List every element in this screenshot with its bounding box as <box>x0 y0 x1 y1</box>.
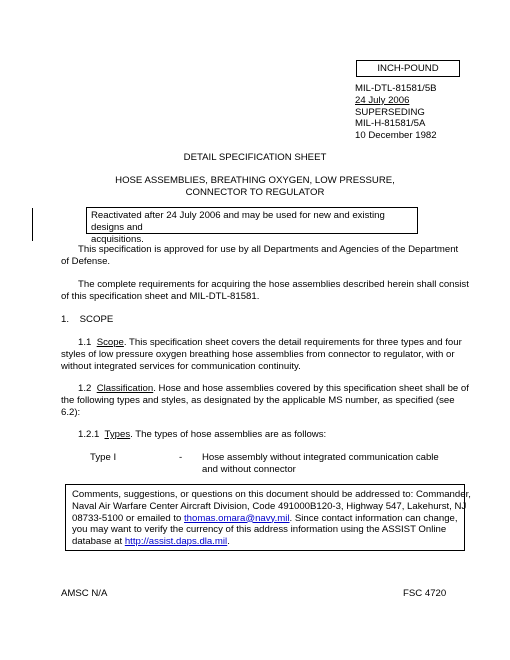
fsc-footer: FSC 4720 <box>403 588 447 599</box>
sheet-type-title: DETAIL SPECIFICATION SHEET <box>183 152 327 163</box>
types-title: Types <box>104 429 131 440</box>
requirements-paragraph <box>61 279 469 303</box>
document-number: MIL-DTL-81581/5B <box>355 83 437 94</box>
scope-title: Scope <box>96 337 124 348</box>
comments-line-5-pre: database at <box>72 536 125 548</box>
reactivation-line-1: Reactivated after 24 July 2006 and may be used for new and existing designs and <box>91 210 385 233</box>
document-identification <box>355 83 437 142</box>
type-dash: - <box>179 452 183 463</box>
reactivation-notice-box <box>86 207 418 245</box>
title-line-1: HOSE ASSEMBLIES, BREATHING OXYGEN, LOW PRESSURE, <box>115 175 395 186</box>
classification-text-1: . Hose and hose assemblies covered by this specification sheet shall be of <box>153 383 469 394</box>
scope-text-1: . This specification sheet covers the detail requirements for three types and four <box>123 337 462 348</box>
requirements-line-2: of this specification sheet and MIL-DTL-81581. <box>61 290 260 302</box>
type-description <box>202 452 439 476</box>
scope-paragraph <box>61 337 462 372</box>
comments-line-5 <box>72 536 464 548</box>
title-line-2: CONNECTOR TO REGULATOR <box>185 187 325 198</box>
assist-url-link[interactable]: http://assist.daps.dla.mil <box>124 536 228 548</box>
approval-paragraph <box>61 244 458 268</box>
approval-line-1: This specification is approved for use by all Departments and Agencies of the Department <box>78 244 459 255</box>
scope-number: 1.1 <box>78 337 92 348</box>
scope-line-2: styles of low pressure oxygen breathing hose assemblies from connector to regulator, with or <box>61 348 455 360</box>
change-bar <box>32 208 33 241</box>
type-description-line-1: Hose assembly without integrated communication cable <box>202 452 439 463</box>
comments-line-5-post: . <box>227 536 230 548</box>
type-description-line-2: and without connector <box>202 463 296 475</box>
type-name: Type I <box>90 452 117 463</box>
classification-line-2: the following types and styles, as designated by the applicable MS number, as specified (see <box>61 394 455 406</box>
types-number: 1.2.1 <box>78 429 100 440</box>
comments-line-3-pre: 08733-5100 or emailed to <box>72 512 185 524</box>
superseded-date: 10 December 1982 <box>355 130 437 142</box>
scope-line-3: without integrated services for communication continuity. <box>61 360 301 372</box>
scope-line-1 <box>61 337 462 349</box>
superseding-label: SUPERSEDING <box>355 106 425 118</box>
comments-line-4: you may want to verify the currency of this address information using the ASSIST Online <box>72 524 447 536</box>
classification-line-1 <box>61 383 469 395</box>
email-link[interactable]: thomas.omara@navy.mil <box>184 512 290 524</box>
comments-line-3 <box>72 513 464 525</box>
classification-paragraph <box>61 383 469 418</box>
comments-box <box>65 484 471 551</box>
classification-number: 1.2 <box>78 383 92 394</box>
requirements-line-1: The complete requirements for acquiring the hose assemblies described herein shall consist <box>78 279 469 290</box>
classification-line-3: 6.2): <box>61 406 81 418</box>
classification-title: Classification <box>96 383 154 394</box>
approval-line-2: of Defense. <box>61 255 111 267</box>
types-paragraph <box>78 429 326 441</box>
document-date: 24 July 2006 <box>355 94 410 106</box>
reactivation-line-2: acquisitions. <box>91 233 144 245</box>
section-1-heading: 1. SCOPE <box>61 314 114 325</box>
comments-line-2: Naval Air Warfare Center Aircraft Division, Code 491000B120-3, Highway 547, Lakehurst, NJ <box>72 500 467 512</box>
amsc-footer: AMSC N/A <box>61 588 108 599</box>
inch-pound-box: INCH-POUND <box>356 60 460 77</box>
superseded-number: MIL-H-81581/5A <box>355 118 426 130</box>
comments-line-1: Comments, suggestions, or questions on this document should be addressed to: Commander, <box>72 489 471 500</box>
comments-line-3-post: . Since contact information can change, <box>289 512 458 524</box>
types-text: . The types of hose assemblies are as follows: <box>130 429 327 440</box>
